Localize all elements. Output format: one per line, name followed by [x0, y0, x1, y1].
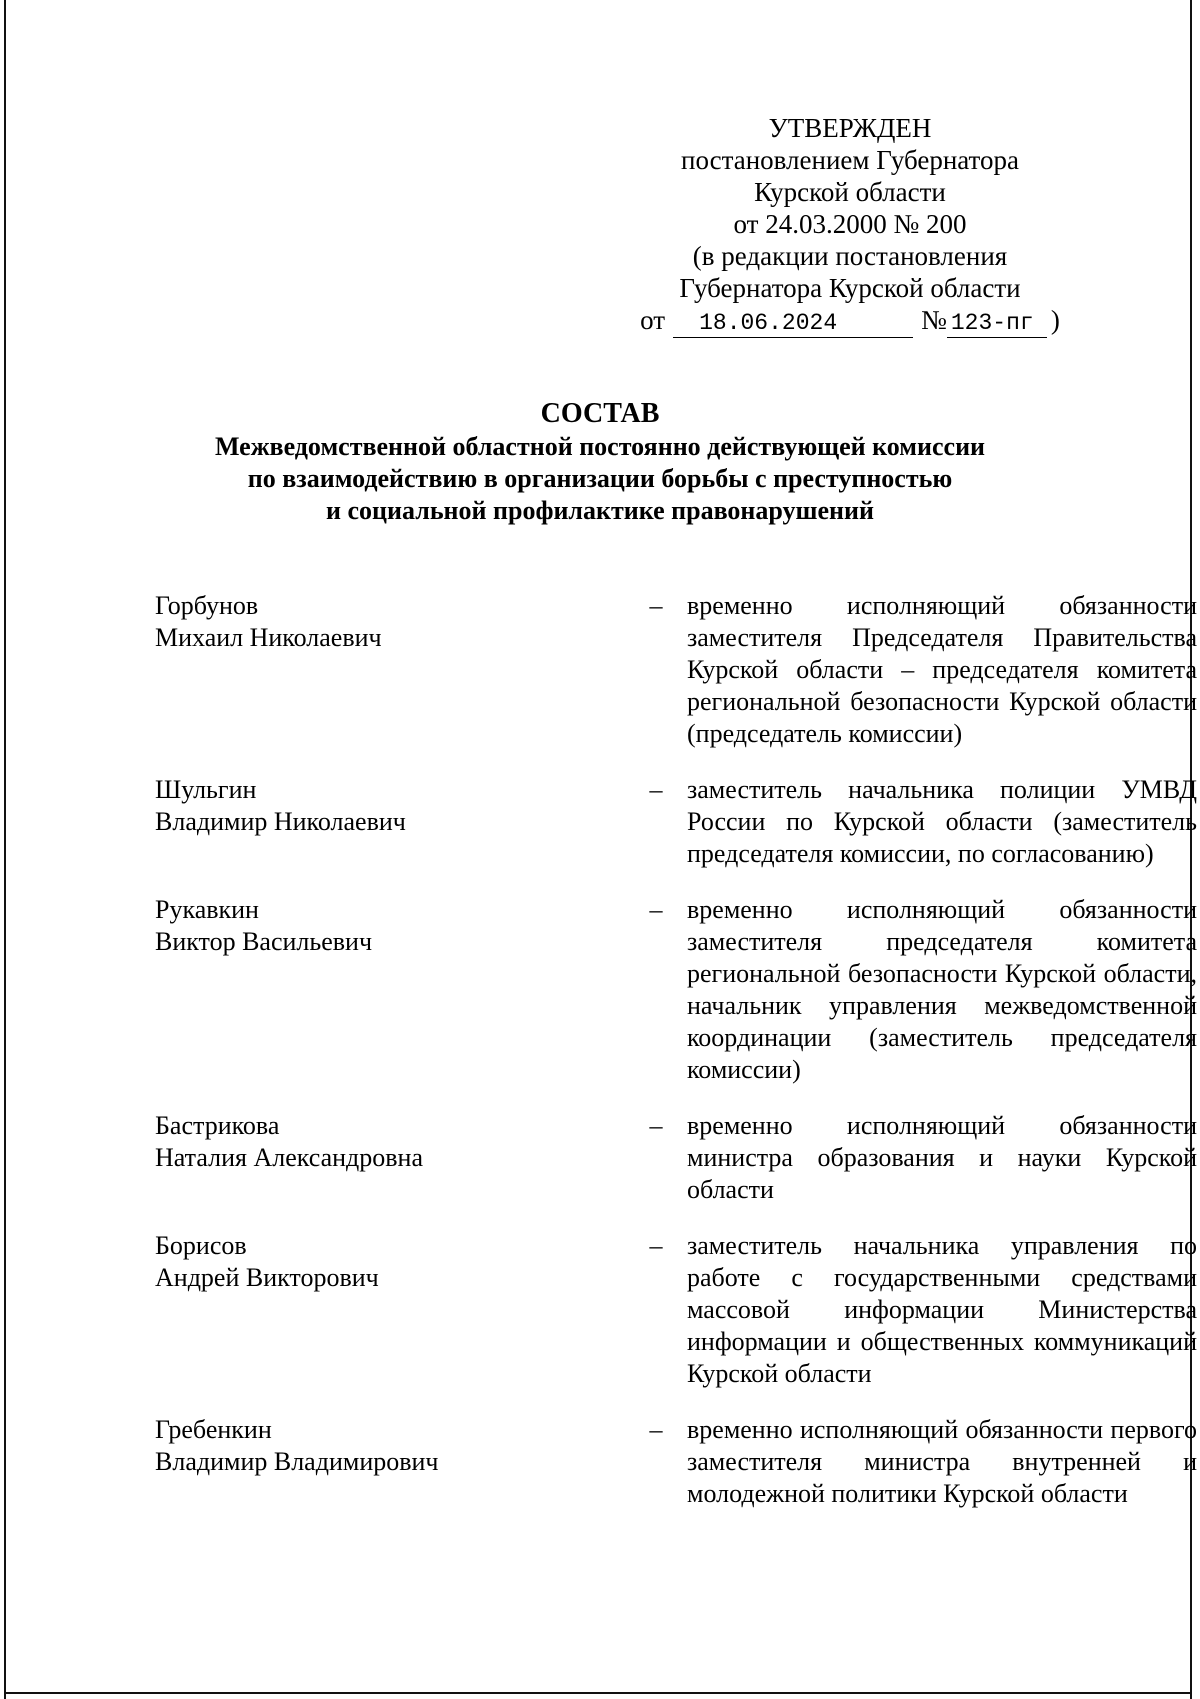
- member-surname: Шульгин: [155, 775, 257, 804]
- approval-line: от 24.03.2000 № 200: [733, 209, 967, 239]
- member-given-names: Михаил Николаевич: [155, 623, 382, 652]
- document-subtitle-line: и социальной профилактике правонарушений: [326, 496, 874, 525]
- member-row: [155, 894, 1197, 1086]
- member-given-names: Владимир Николаевич: [155, 807, 406, 836]
- member-name: [155, 894, 515, 1086]
- member-dash: –: [649, 895, 663, 924]
- document-heading: [150, 397, 1050, 527]
- document-title: СОСТАВ: [540, 398, 660, 429]
- member-role: временно исполняющий обязанности министра образования и науки Курской области: [687, 1111, 1197, 1204]
- member-dash: –: [649, 1415, 663, 1444]
- approval-stamp: [600, 112, 1100, 338]
- approval-line: постановлением Губернатора: [681, 145, 1019, 175]
- member-surname: Рукавкин: [155, 895, 259, 924]
- member-name: [155, 590, 515, 750]
- member-name: [155, 1230, 515, 1390]
- member-given-names: Наталия Александровна: [155, 1143, 423, 1172]
- member-given-names: Виктор Васильевич: [155, 927, 373, 956]
- approval-line: Курской области: [754, 177, 946, 207]
- member-name: [155, 774, 515, 870]
- member-surname: Горбунов: [155, 591, 259, 620]
- member-name: [155, 1110, 515, 1206]
- amendment-number: 123-пг: [947, 309, 1047, 338]
- amendment-reference-line: [600, 304, 1100, 338]
- member-role: временно исполняющий обязанности заместителя Председателя Правительства Курской области – председателя комитета региональной безопасности Курской области (председатель комиссии): [687, 591, 1197, 748]
- member-dash: –: [649, 1231, 663, 1260]
- member-surname: Борисов: [155, 1231, 247, 1260]
- member-role: временно исполняющий обязанности заместителя председателя комитета региональной безопасности Курской области, начальник управления межведомственной координации (заместитель председателя комиссии): [687, 895, 1197, 1084]
- member-surname: Гребенкин: [155, 1415, 272, 1444]
- member-row: [155, 1110, 1197, 1206]
- member-row: [155, 774, 1197, 870]
- approval-line: УТВЕРЖДЕН: [768, 113, 932, 143]
- page-border-bottom: [4, 1692, 1192, 1694]
- member-given-names: Владимир Владимирович: [155, 1447, 439, 1476]
- date-prefix: от: [640, 305, 666, 335]
- document-subtitle-line: Межведомственной областной постоянно действующей комиссии: [214, 432, 986, 461]
- approval-line: Губернатора Курской области: [679, 273, 1021, 303]
- closing-paren: ): [1050, 305, 1060, 335]
- member-role: заместитель начальника полиции УМВД России по Курской области (заместитель председателя комиссии, по согласованию): [687, 775, 1197, 868]
- page-border-left: [4, 0, 6, 1699]
- member-dash: –: [649, 1111, 663, 1140]
- member-role: временно исполняющий обязанности первого заместителя министра внутренней и молодежной политики Курской области: [687, 1415, 1197, 1508]
- member-dash: –: [649, 591, 663, 620]
- member-role: заместитель начальника управления по работе с государственными средствами массовой информации Министерства информации и общественных коммуникаций Курской области: [687, 1231, 1197, 1388]
- document-subtitle-line: по взаимодействию в организации борьбы с преступностью: [247, 464, 953, 493]
- member-list: [155, 590, 1197, 1534]
- amendment-date: 18.06.2024: [673, 309, 913, 338]
- number-sign: №: [921, 305, 947, 335]
- member-row: [155, 1230, 1197, 1390]
- member-name: [155, 1414, 515, 1510]
- member-surname: Бастрикова: [155, 1111, 280, 1140]
- approval-line: (в редакции постановления: [692, 241, 1008, 271]
- member-row: [155, 1414, 1197, 1510]
- member-given-names: Андрей Викторович: [155, 1263, 379, 1292]
- member-dash: –: [649, 775, 663, 804]
- member-row: [155, 590, 1197, 750]
